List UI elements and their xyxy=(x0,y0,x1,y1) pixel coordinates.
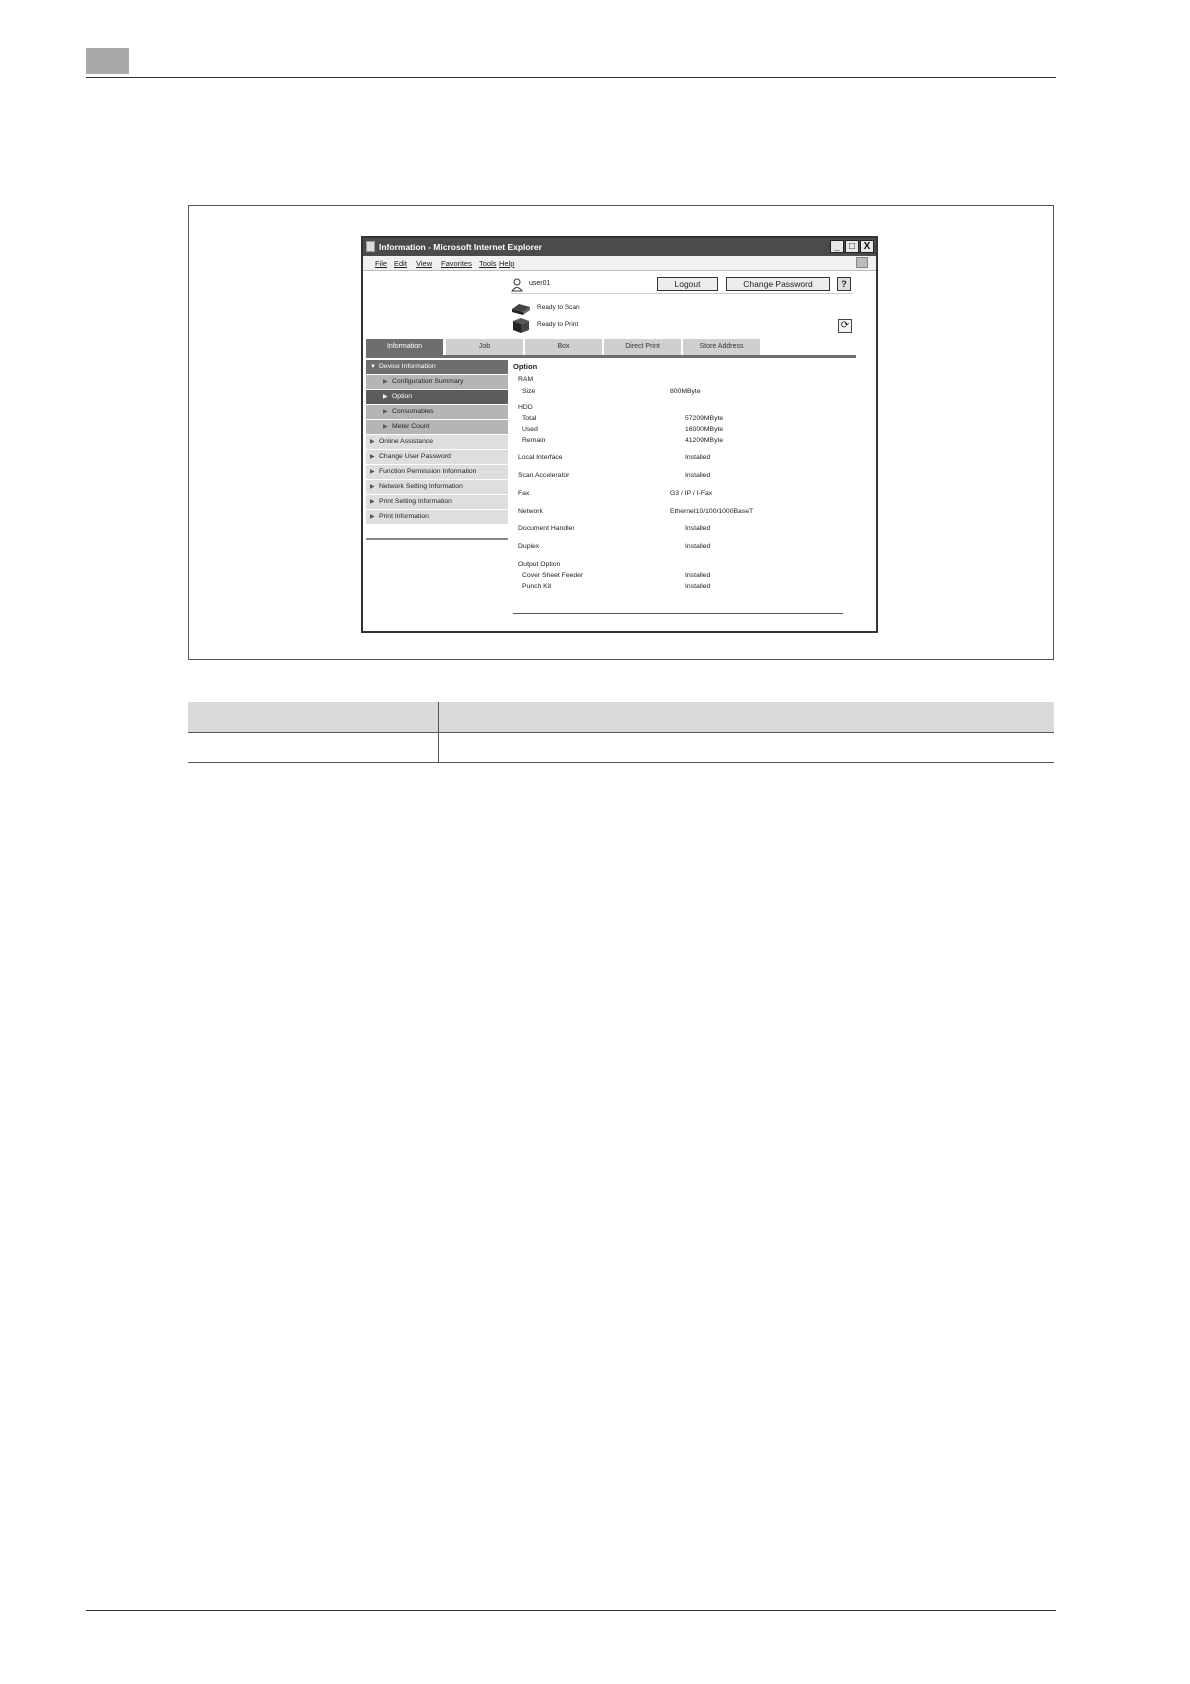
sidebar-divider xyxy=(366,538,508,540)
window-title: Information - Microsoft Internet Explorer xyxy=(379,242,542,252)
row-label-hdd: HDD xyxy=(518,404,533,411)
table-bottom-rule xyxy=(188,762,1054,763)
help-button[interactable]: ? xyxy=(837,277,851,291)
triangle-right-icon: ▶ xyxy=(370,469,375,475)
sidebar-item-configuration-summary[interactable] xyxy=(366,375,508,389)
header-divider xyxy=(511,293,853,294)
sidebar-item-label: Configuration Summary xyxy=(392,378,464,385)
menu-file[interactable]: File xyxy=(375,259,388,268)
row-label-output-option: Output Option xyxy=(518,561,561,568)
tab-store-address[interactable]: Store Address xyxy=(683,339,760,355)
row-label-total: Total xyxy=(522,415,537,422)
sidebar-item-print-setting[interactable] xyxy=(366,495,508,509)
sidebar-item-consumables[interactable] xyxy=(366,405,508,419)
sidebar-item-label: Online Assistance xyxy=(379,438,434,445)
row-value-network: Ethernet10/100/1000BaseT xyxy=(670,508,754,515)
triangle-down-icon: ▼ xyxy=(370,364,376,370)
row-label-ram: RAM xyxy=(518,376,534,383)
triangle-right-icon: ▶ xyxy=(370,514,375,520)
sidebar-item-network-setting[interactable] xyxy=(366,480,508,494)
row-value-remain: 41209MByte xyxy=(685,437,724,444)
row-value-cover-sheet-feeder: Installed xyxy=(685,572,711,579)
tab-underline xyxy=(366,355,856,358)
row-value-document-handler: Installed xyxy=(685,525,711,532)
row-value-punch-kit: Installed xyxy=(685,583,711,590)
sidebar xyxy=(366,360,508,540)
row-label-used: Used xyxy=(522,426,538,433)
triangle-right-icon: ▶ xyxy=(383,424,388,430)
sidebar-item-meter-count[interactable] xyxy=(366,420,508,434)
row-label-document-handler: Document Handler xyxy=(518,525,575,532)
footer-rule xyxy=(86,1610,1056,1611)
sidebar-section-device-information[interactable] xyxy=(366,360,508,374)
content-bottom-rule xyxy=(513,613,843,614)
row-label-size: Size xyxy=(522,388,536,395)
triangle-right-icon: ▶ xyxy=(370,454,375,460)
user-name: user01 xyxy=(529,280,551,287)
row-label-punch-kit: Punch Kit xyxy=(522,583,552,590)
row-value-scan-accelerator: Installed xyxy=(685,472,711,479)
user-icon xyxy=(511,278,523,292)
table-header-rule xyxy=(188,732,1054,733)
row-value-duplex: Installed xyxy=(685,543,711,550)
option-content xyxy=(513,360,853,630)
sidebar-item-label: Change User Password xyxy=(379,453,451,460)
sidebar-section-label: Device Information xyxy=(379,363,436,370)
maximize-button[interactable]: □ xyxy=(845,240,859,253)
row-label-cover-sheet-feeder: Cover Sheet Feeder xyxy=(522,572,584,579)
status-print: Ready to Print xyxy=(537,321,579,328)
sidebar-item-online-assistance[interactable] xyxy=(366,435,508,449)
row-value-used: 16000MByte xyxy=(685,426,724,433)
triangle-right-icon: ▶ xyxy=(383,394,388,400)
row-label-local-interface: Local Interface xyxy=(518,454,563,461)
sidebar-item-label: Print Information xyxy=(379,513,429,520)
triangle-right-icon: ▶ xyxy=(370,484,375,490)
row-label-scan-accelerator: Scan Accelerator xyxy=(518,472,570,479)
close-button[interactable]: X xyxy=(860,240,874,253)
header-rule xyxy=(86,77,1056,78)
sidebar-item-change-user-password[interactable] xyxy=(366,450,508,464)
tab-information[interactable]: Information xyxy=(366,339,443,357)
row-value-local-interface: Installed xyxy=(685,454,711,461)
sidebar-item-label: Consumables xyxy=(392,408,434,415)
sidebar-item-print-information[interactable] xyxy=(366,510,508,524)
tab-box[interactable]: Box xyxy=(525,339,602,355)
status-scan: Ready to Scan xyxy=(537,304,580,311)
row-label-fax: Fax xyxy=(518,490,530,497)
minimize-button[interactable]: _ xyxy=(830,240,844,253)
triangle-right-icon: ▶ xyxy=(370,439,375,445)
scanner-icon xyxy=(511,302,531,315)
title-bar xyxy=(363,238,876,256)
menu-view[interactable]: View xyxy=(416,259,433,268)
menu-tools[interactable]: Tools xyxy=(479,259,497,268)
row-label-remain: Remain xyxy=(522,437,546,444)
sidebar-item-label: Function Permission Information xyxy=(379,468,477,475)
row-value-total: 57209MByte xyxy=(685,415,724,422)
printer-icon xyxy=(511,317,531,333)
tab-direct-print[interactable]: Direct Print xyxy=(604,339,681,355)
triangle-right-icon: ▶ xyxy=(383,379,388,385)
row-label-duplex: Duplex xyxy=(518,543,540,550)
menu-help[interactable]: Help xyxy=(499,259,515,268)
row-value-size: 800MByte xyxy=(670,388,701,395)
chapter-tab-marker xyxy=(86,48,129,74)
windows-logo-icon xyxy=(856,257,868,268)
logout-button[interactable]: Logout xyxy=(657,277,718,291)
triangle-right-icon: ▶ xyxy=(383,409,388,415)
browser-window xyxy=(361,236,878,633)
sidebar-item-label: Option xyxy=(392,393,413,400)
menu-bar xyxy=(363,256,876,271)
tab-job[interactable]: Job xyxy=(446,339,523,355)
row-label-network: Network xyxy=(518,508,543,515)
sidebar-item-label: Network Setting Information xyxy=(379,483,463,490)
change-password-button[interactable]: Change Password xyxy=(726,277,830,291)
sidebar-item-label: Print Setting Information xyxy=(379,498,452,505)
triangle-right-icon: ▶ xyxy=(370,499,375,505)
page-title: Option xyxy=(513,362,538,371)
menu-edit[interactable]: Edit xyxy=(394,259,407,268)
refresh-button[interactable]: ⟳ xyxy=(838,319,852,333)
ie-page-icon xyxy=(366,241,375,252)
menu-favorites[interactable]: Favorites xyxy=(441,259,472,268)
sidebar-item-function-permission[interactable] xyxy=(366,465,508,479)
sidebar-item-option[interactable] xyxy=(366,390,508,404)
row-value-fax: G3 / IP / I-Fax xyxy=(670,490,713,497)
sidebar-item-label: Meter Count xyxy=(392,423,430,430)
table-header-row xyxy=(188,702,1054,732)
